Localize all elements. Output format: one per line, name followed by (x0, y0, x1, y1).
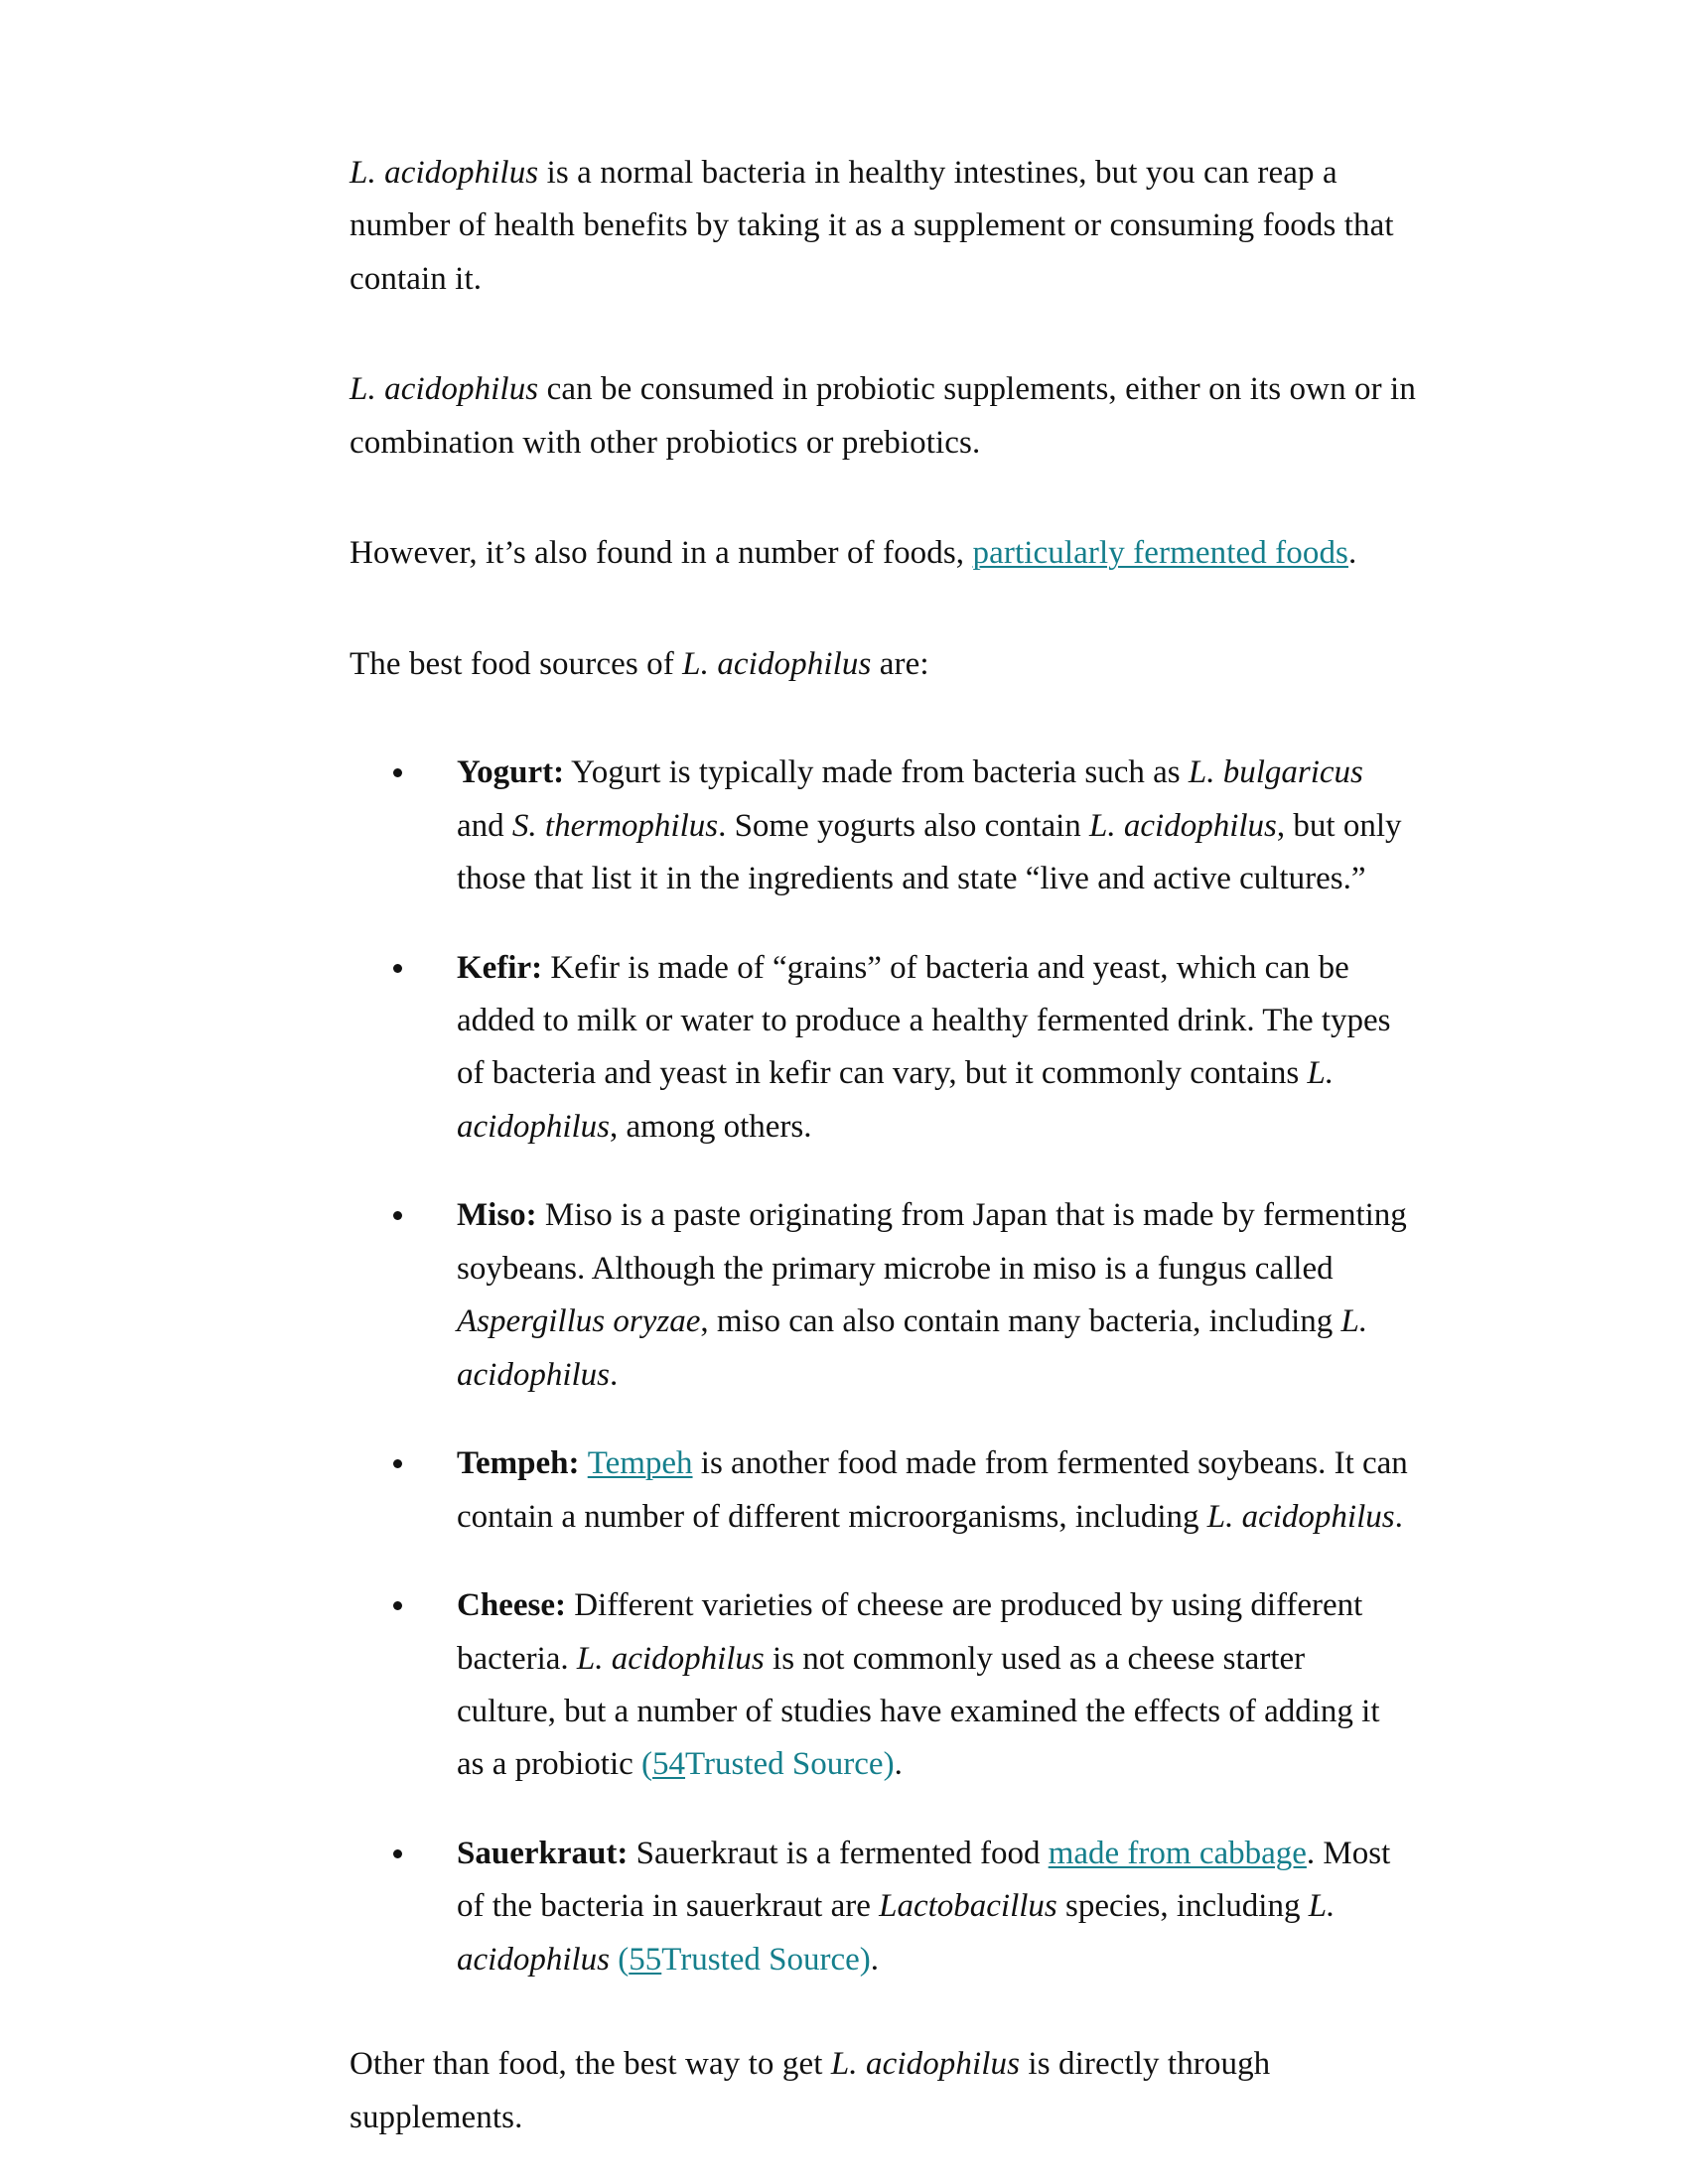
list-item-text: Different varieties of cheese are produced by using different bacteria. (457, 1587, 1363, 1677)
paragraph-intro-3-before: However, it’s also found in a number of foods, (350, 535, 973, 572)
species-name-italic: L. acidophilus (350, 371, 539, 408)
list-item-text: is another food made from fermented soybeans. It can contain a number of different microorganisms, including (457, 1445, 1408, 1535)
species-name-italic: L. acidophilus (457, 1303, 1368, 1393)
species-name-italic: S. thermophilus (511, 807, 719, 844)
list-item-text: . Most of the bacteria in sauerkraut are (457, 1835, 1391, 1925)
list-item-text: . (894, 1746, 903, 1783)
bullet-icon (393, 768, 402, 777)
closing-before: Other than food, the best way to get (350, 2046, 831, 2083)
list-item-text: Yogurt is typically made from bacteria such as (564, 754, 1189, 791)
citation-paren-close: ) (883, 1746, 895, 1783)
list-item-text: . (870, 1941, 880, 1978)
citation-paren-open: ( (641, 1746, 653, 1783)
list-item-text: . Some yogurts also contain (718, 807, 1090, 844)
citation-paren-open: ( (618, 1941, 630, 1978)
list-item-text: Miso is a paste originating from Japan that is made by fermenting soybeans. Although the primary microbe in miso is a fungus called (457, 1197, 1407, 1287)
list-item-text: , but only those that list it in the ingredients and state “live and active cultures.” (457, 807, 1402, 897)
species-name-italic: L. bulgaricus (1188, 754, 1363, 791)
list-item (350, 942, 1420, 1155)
link-made-from-cabbage[interactable]: made from cabbage (1048, 1835, 1307, 1871)
list-item-text: . (1394, 1498, 1403, 1535)
list-item-text: and (457, 807, 512, 844)
list-item-label: Kefir: (457, 949, 543, 986)
bullet-icon (393, 1211, 402, 1220)
paragraph-lead-in (350, 638, 1420, 691)
list-item (350, 1579, 1420, 1792)
closing-after: is directly through supplements. (350, 2046, 1271, 2135)
citation-paren-close: ) (859, 1941, 871, 1978)
list-item-text (610, 1942, 618, 1978)
species-name-italic: L. acidophilus (576, 1640, 765, 1677)
paragraph-intro-1 (350, 147, 1420, 306)
citation-number-link-55[interactable]: 55 (629, 1941, 662, 1978)
species-name-italic: L. acidophilus (830, 2046, 1021, 2083)
species-name-italic: L. acidophilus (1206, 1498, 1395, 1535)
list-item-label: Tempeh: (457, 1445, 580, 1482)
species-name-italic: L. acidophilus (457, 1888, 1336, 1978)
paragraph-intro-1-text: is a normal bacteria in healthy intestines, but you can reap a number of health benefits by taking it as a supplement or consuming foods that contain it. (350, 155, 1394, 297)
list-item-text: Sauerkraut is a fermented food (628, 1835, 1049, 1871)
citation-trusted-source-label[interactable]: Trusted Source (685, 1746, 884, 1783)
lead-in-before: The best food sources of (350, 645, 683, 682)
bullet-icon (393, 1849, 402, 1858)
citation-number-link-54[interactable]: 54 (652, 1746, 686, 1783)
paragraph-intro-2 (350, 363, 1420, 470)
paragraph-intro-2-text: can be consumed in probiotic supplements, either on its own or in combination with other probiotics or prebiotics. (350, 371, 1416, 461)
list-item-text: , miso can also contain many bacteria, including (700, 1303, 1341, 1340)
species-name-italic: L. acidophilus (457, 1055, 1335, 1145)
list-item (350, 1189, 1420, 1402)
bullet-icon (393, 1601, 402, 1610)
species-name-italic: L. acidophilus (682, 645, 872, 682)
list-item (350, 1437, 1420, 1544)
species-name-italic: Aspergillus oryzae (457, 1303, 701, 1340)
list-item (350, 747, 1420, 905)
list-item (350, 1828, 1420, 1986)
species-name-italic: L. acidophilus (1089, 807, 1277, 844)
list-item-label: Sauerkraut: (457, 1835, 629, 1871)
list-item-label: Miso: (457, 1197, 537, 1234)
species-name-italic: L. acidophilus (350, 155, 539, 191)
list-item-text: Kefir is made of “grains” of bacteria and yeast, which can be added to milk or water to produce a healthy fermented drink. The types of bacteria and yeast in kefir can vary, but it commonly contains (457, 949, 1391, 1092)
bullet-icon (393, 1459, 402, 1468)
bullet-icon (393, 964, 402, 973)
list-item-text: . (610, 1356, 619, 1393)
paragraph-intro-3 (350, 527, 1420, 580)
link-tempeh[interactable]: Tempeh (587, 1445, 693, 1482)
list-item-text: is not commonly used as a cheese starter culture, but a number of studies have examined the effects of adding it as a probiotic (457, 1640, 1380, 1783)
list-item-text: , among others. (610, 1108, 812, 1145)
food-sources-list (350, 747, 1420, 1986)
document-content (209, 147, 1479, 2144)
paragraph-intro-3-after: . (1348, 535, 1357, 572)
link-fermented-foods[interactable]: particularly fermented foods (972, 535, 1348, 572)
lead-in-after: are: (871, 645, 929, 682)
genus-name-italic: Lactobacillus (879, 1888, 1057, 1925)
list-item-label: Yogurt: (457, 754, 565, 791)
citation-trusted-source-label[interactable]: Trusted Source (661, 1941, 860, 1978)
list-item-space (579, 1445, 587, 1481)
paragraph-closing (350, 2038, 1420, 2144)
list-item-text: species, including (1056, 1888, 1309, 1925)
list-item-label: Cheese: (457, 1587, 566, 1624)
